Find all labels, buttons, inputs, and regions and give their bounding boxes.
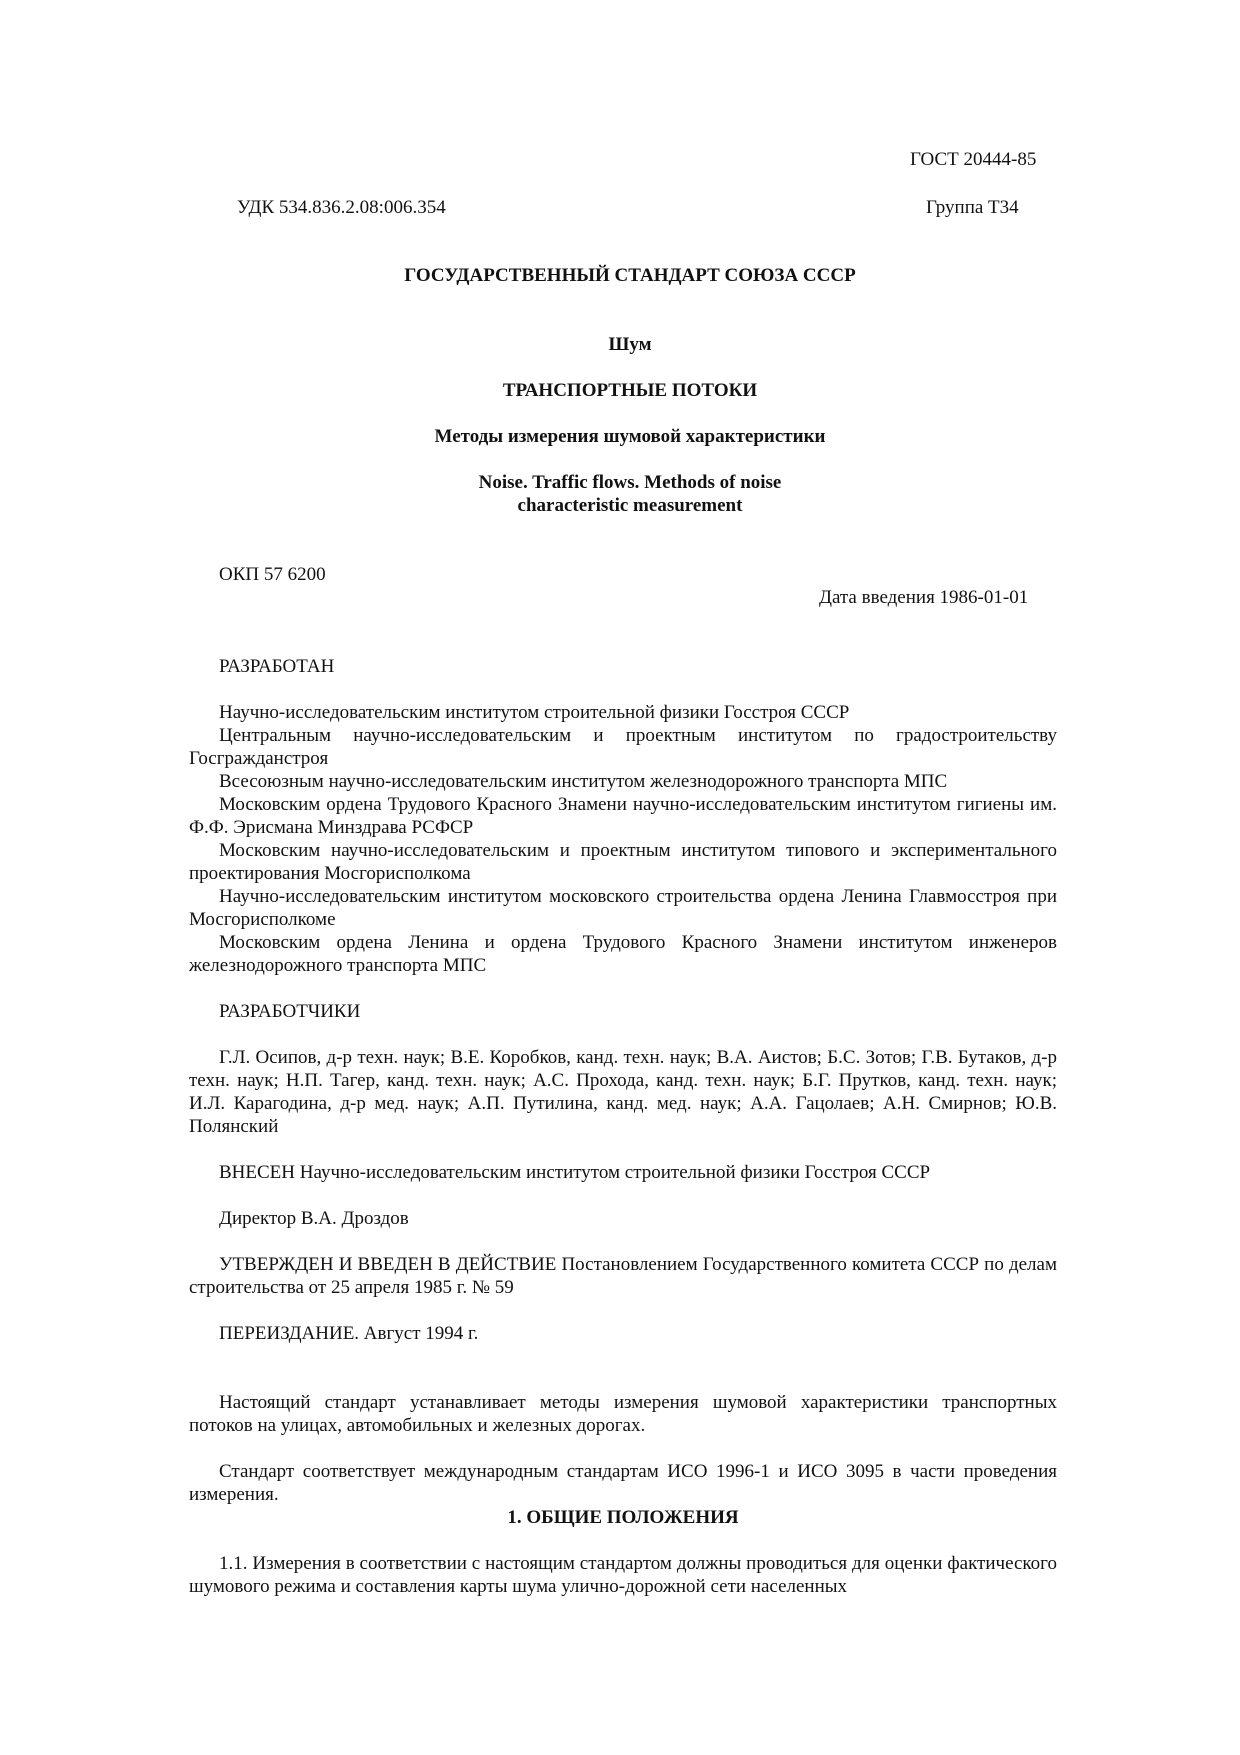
english-title-line-2: characteristic measurement [517, 495, 743, 516]
section-1-heading: 1. ОБЩИЕ ПОЛОЖЕНИЯ [507, 1507, 739, 1528]
developers-heading: РАЗРАБОТЧИКИ [219, 1001, 361, 1022]
developer-organization: Московским научно-исследовательским и проектным институтом типового и экспериментального проектирования Мосгорисполкома [189, 840, 1057, 884]
developer-organization: Всесоюзным научно-исследовательским институтом железнодорожного транспорта МПС [219, 771, 948, 792]
effective-date: Дата введения 1986-01-01 [819, 587, 1029, 608]
group-code: Группа Т34 [926, 197, 1019, 218]
submitted-by: ВНЕСЕН Научно-исследовательским институтом строительной физики Госстроя СССР [219, 1162, 931, 1183]
document-subtitle: Методы измерения шумовой характеристики [434, 426, 826, 447]
okp-code: ОКП 57 6200 [219, 564, 326, 585]
english-title-line-1: Noise. Traffic flows. Methods of noise [478, 472, 782, 493]
developer-organization: Московским ордена Трудового Красного Знамени научно-исследовательским институтом гигиены им. Ф.Ф. Эрисмана Минздрава РСФСР [189, 794, 1057, 838]
reissue-note: ПЕРЕИЗДАНИЕ. Август 1994 г. [219, 1323, 479, 1344]
standard-title: ГОСУДАРСТВЕННЫЙ СТАНДАРТ СОЮЗА СССР [404, 265, 856, 286]
topic-title: Шум [608, 334, 652, 355]
conformity-paragraph: Стандарт соответствует международным стандартам ИСО 1996-1 и ИСО 3095 в части проведения измерения. [189, 1461, 1057, 1505]
director-line: Директор В.А. Дроздов [219, 1208, 409, 1229]
gost-number: ГОСТ 20444-85 [910, 149, 1037, 170]
approval-statement: УТВЕРЖДЕН И ВВЕДЕН В ДЕЙСТВИЕ Постановлением Государственного комитета СССР по делам строительства от 25 апреля 1985 г. № 59 [189, 1254, 1057, 1298]
developed-heading: РАЗРАБОТАН [219, 656, 335, 677]
developer-organization: Научно-исследовательским институтом строительной физики Госстроя СССР [219, 702, 850, 723]
main-title: ТРАНСПОРТНЫЕ ПОТОКИ [502, 380, 758, 401]
developer-organization: Московским ордена Ленина и ордена Трудового Красного Знамени институтом инженеров железнодорожного транспорта МПС [189, 932, 1057, 976]
document-body [189, 655, 1057, 1598]
developer-organization: Научно-исследовательским институтом московского строительства ордена Ленина Главмосстроя при Мосгорисполкоме [189, 886, 1057, 930]
developer-organization: Центральным научно-исследовательским и проектным институтом по градостроительству Госгражданстроя [189, 725, 1057, 769]
section-1-paragraph-1: 1.1. Измерения в соответствии с настоящим стандартом должны проводиться для оценки фактического шумового режима и составления карты шума улично-дорожной сети населенных [189, 1553, 1057, 1597]
developers-list: Г.Л. Осипов, д-р техн. наук; В.Е. Коробков, канд. техн. наук; В.А. Аистов; Б.С. Зотов; Г.В. Бутаков, д-р техн. наук; Н.П. Тагер, канд. техн. наук; А.С. Прохода, канд. техн. наук; Б.Г. Прутков, канд. техн. наук; И.Л. Карагодина, д-р мед. наук; А.П. Путилина, канд. мед. наук; А.А. Гацолаев; А.Н. Смирнов; Ю.В. Полянский [189, 1047, 1057, 1137]
scope-paragraph: Настоящий стандарт устанавливает методы измерения шумовой характеристики транспортных потоков на улицах, автомобильных и железных дорогах. [189, 1392, 1057, 1436]
udk-code: УДК 534.836.2.08:006.354 [237, 197, 446, 218]
